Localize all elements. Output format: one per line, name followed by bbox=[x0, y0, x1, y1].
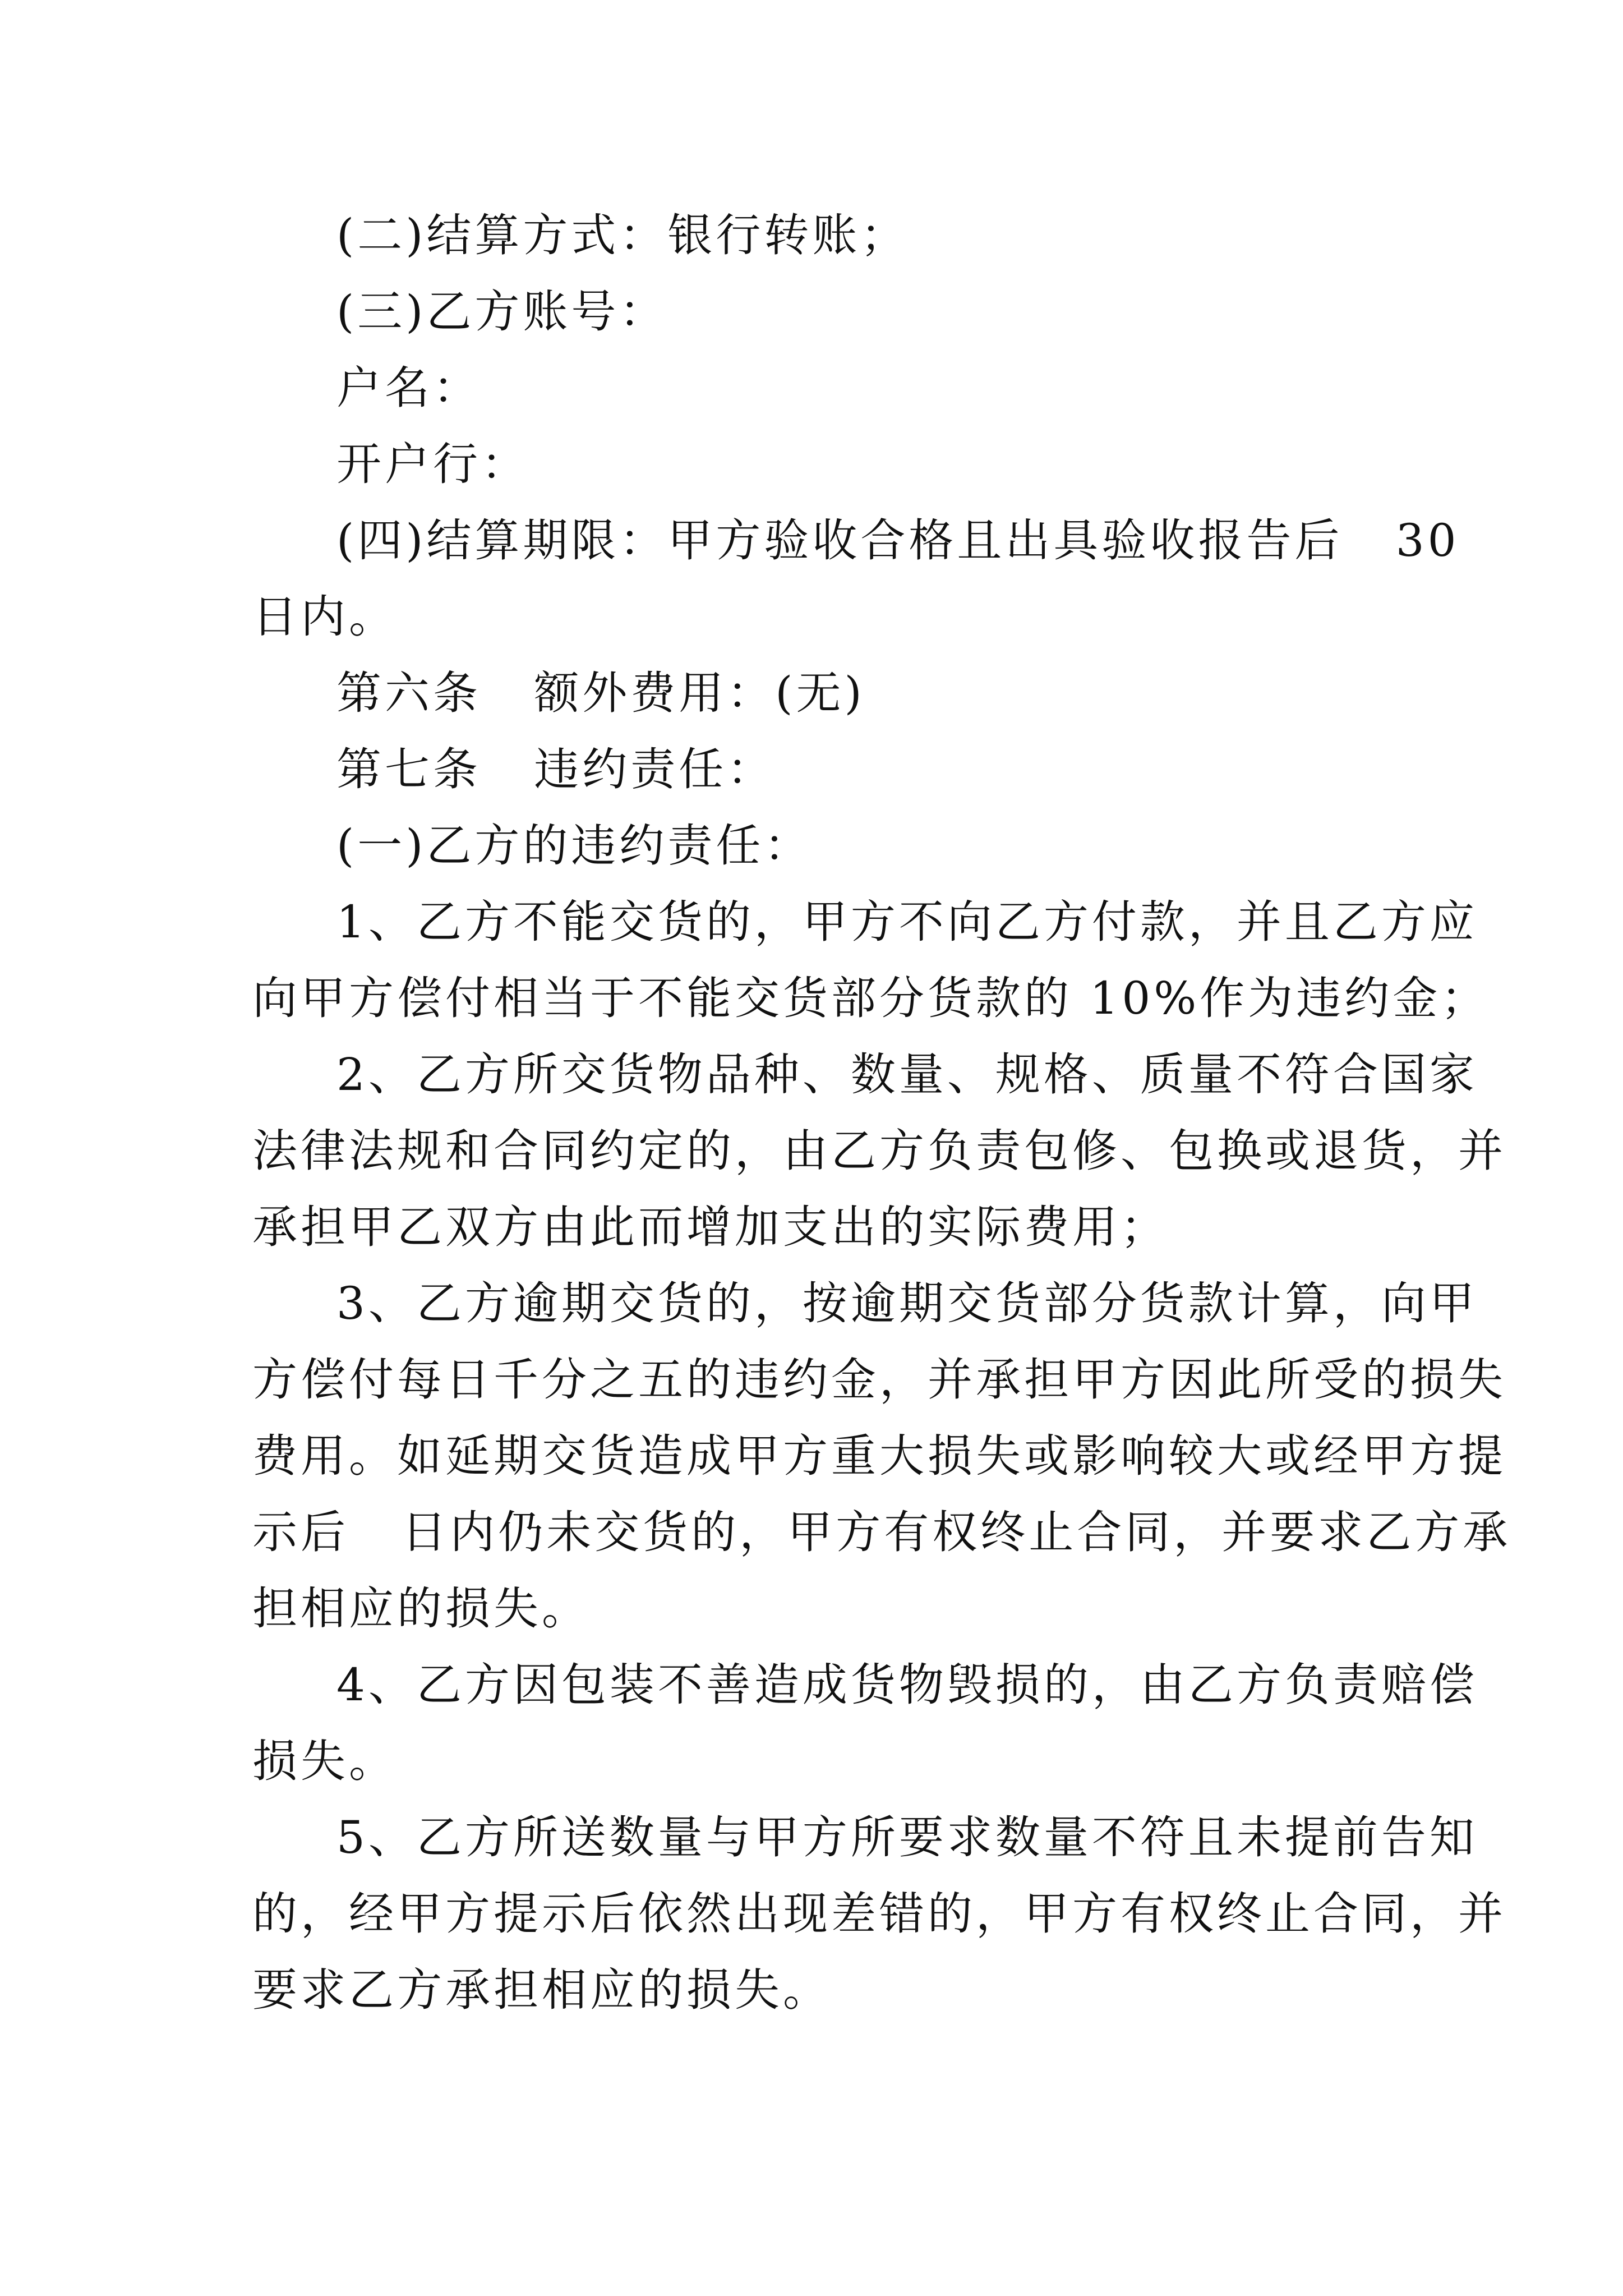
text-line: 3、乙方逾期交货的，按逾期交货部分货款计算，向甲 bbox=[336, 1277, 1478, 1329]
text-line: 2、乙方所交货物品种、数量、规格、质量不符合国家 bbox=[336, 1048, 1478, 1101]
text-line: 4、乙方因包装不善造成货物毁损的，由乙方负责赔偿 bbox=[336, 1659, 1478, 1711]
text-line: 户名： bbox=[336, 362, 481, 414]
text-line: 承担甲乙双方由此而增加支出的实际费用； bbox=[252, 1201, 1169, 1253]
text-line: 向甲方偿付相当于不能交货部分货款的 10%作为违约金； bbox=[252, 972, 1490, 1024]
document-body bbox=[252, 197, 1511, 2028]
text-line: 法律法规和合同约定的，由乙方负责包修、包换或退货，并 bbox=[252, 1125, 1506, 1177]
text-line: 5、乙方所送数量与甲方所要求数量不符且未提前告知 bbox=[336, 1811, 1478, 1864]
text-line: (三)乙方账号： bbox=[336, 286, 668, 338]
text-line: (二)结算方式：银行转账； bbox=[336, 209, 909, 261]
text-line: 担相应的损失。 bbox=[252, 1582, 590, 1635]
text-line: 日内。 bbox=[252, 591, 397, 643]
text-line: 的，经甲方提示后依然出现差错的，甲方有权终止合同，并 bbox=[252, 1888, 1506, 1940]
text-line: 开户行： bbox=[336, 438, 529, 490]
article-heading: 第七条 违约责任： bbox=[336, 743, 776, 795]
text-line: 要求乙方承担相应的损失。 bbox=[252, 1964, 831, 2016]
text-line: 方偿付每日千分之五的违约金，并承担甲方因此所受的损失 bbox=[252, 1354, 1506, 1406]
section-heading: (一)乙方的违约责任： bbox=[336, 820, 813, 872]
text-line: 损失。 bbox=[252, 1735, 397, 1787]
article-heading: 第六条 额外费用：(无) bbox=[336, 667, 865, 719]
text-line: 费用。如延期交货造成甲方重大损失或影响较大或经甲方提 bbox=[252, 1430, 1506, 1482]
text-line: 1、乙方不能交货的，甲方不向乙方付款，并且乙方应 bbox=[336, 896, 1478, 948]
text-line: (四)结算期限：甲方验收合格且出具验收报告后 30 bbox=[336, 514, 1460, 567]
text-line: 示后 日内仍未交货的，甲方有权终止合同，并要求乙方承 bbox=[252, 1506, 1511, 1558]
